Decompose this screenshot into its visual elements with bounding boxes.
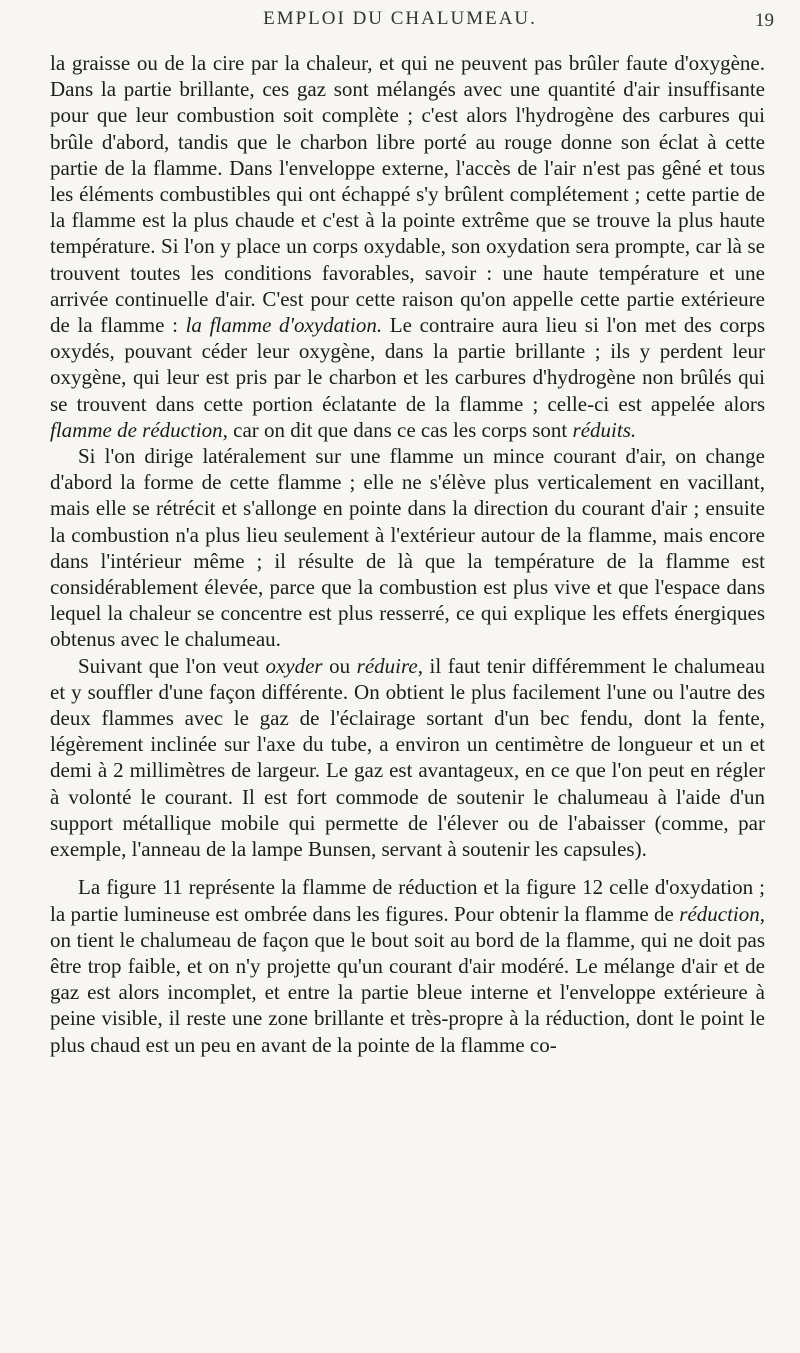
- term-italic: réduits.: [572, 417, 637, 442]
- text-run: il faut tenir différemment le chalumeau et y souffler d'une façon différente. On obtient le plus facilement l'une ou l'autre des deux flammes avec le gaz de l'éclairage sortant d'un bec fendu, dont la fente, légèrement inclinée sur l'axe du tube, a environ un centimètre de longueur et un et demi à 2 millimètres de largeur. Le gaz est avantageux, en ce que l'on peut en régler à volonté le courant. Il est fort commode de soutenir le chalumeau à l'aide d'un support métallique mobile qui permette de l'élever ou de l'abaisser (comme, par exemple, l'anneau de la lampe Bunsen, servant à soutenir les capsules).: [50, 653, 766, 862]
- paragraph-2: [50, 443, 765, 653]
- paragraph-4: [50, 874, 765, 1057]
- text-run: la graisse ou de la cire par la chaleur, et qui ne peuvent pas brûler faute d'oxygène. Dans la partie brillante, ces gaz sont mélangés avec une quantité d'air insuffisante pour que leur combustion soit complète ; c'est alors l'hydrogène des carbures qui brûle d'abord, tandis que le charbon libre porté au rouge donne son éclat à cette partie de la flamme. Dans l'enveloppe externe, l'accès de l'air n'est pas gêné et tous les éléments combustibles qui ont échappé s'y brûlent complétement ; cette partie de la flamme est la plus chaude et c'est à la pointe extrême que se trouve la plus haute température. Si l'on y place un corps oxydable, son oxydation sera prompte, car là se trouvent toutes les conditions favorables, savoir : une haute température et une arrivée continuelle d'air. C'est pour cette raison qu'on appelle cette partie extérieure de la flamme :: [50, 51, 765, 338]
- text-run: Si l'on dirige latéralement sur une flamme un mince courant d'air, on change d'abord la forme de cette flamme ; elle ne s'élève plus verticalement en vacillant, mais elle se rétrécit et s'allonge en pointe dans la direction du courant d'air ; ensuite la combustion n'a plus lieu seulement à l'extérieur autour de la flamme, mais encore dans l'intérieur même ; il résulte de là que la température de la flamme est considérablement élevée, parce que la combustion est plus vive et que l'espace dans lequel la chaleur se concentre est plus resserré, ce qui explique les effets énergiques obtenus avec le chalumeau.: [50, 444, 765, 652]
- paragraph-3: [50, 653, 765, 863]
- term-italic: la flamme d'oxydation.: [185, 313, 383, 338]
- text-run: Le contraire aura lieu si l'on met des corps oxydés, pouvant céder leur oxygène, dans la partie brillante ; ils y perdent leur oxygène, qui leur est pris par le charbon et les carbures d'hydrogène non brûlés qui se trouvent dans cette portion éclatante de la flamme ; celle-ci est appelée alors: [50, 313, 765, 416]
- term-italic: oxyder: [265, 653, 323, 678]
- term-italic: réduction,: [679, 901, 765, 926]
- text-run: Suivant que l'on veut: [78, 653, 266, 678]
- text-run: La figure 11 représente la flamme de réduction et la figure 12 celle d'oxydation ; la partie lumineuse est ombrée dans les figures. Pour obtenir la flamme de: [50, 875, 765, 926]
- text-run: ou: [322, 653, 357, 678]
- running-head: [0, 8, 800, 32]
- text-run: car on dit que dans ce cas les corps sont: [227, 417, 573, 442]
- term-italic: réduire,: [356, 653, 423, 678]
- term-italic: flamme de réduction,: [50, 417, 228, 442]
- paragraph-1: [50, 50, 765, 443]
- text-run: on tient le chalumeau de façon que le bout soit au bord de la flamme, qui ne doit pas être trop faible, et on n'y projette qu'un courant d'air modéré. Le mélange d'air et de gaz est alors incomplet, et entre la partie bleue interne et l'enveloppe extérieure à peine visible, il reste une zone brillante et très-propre à la réduction, dont le point le plus chaud est un peu en avant de la pointe de la flamme co-: [50, 927, 765, 1057]
- page-number: 19: [755, 10, 774, 31]
- body-text: [50, 50, 765, 1058]
- running-title: EMPLOI DU CHALUMEAU.: [263, 8, 537, 29]
